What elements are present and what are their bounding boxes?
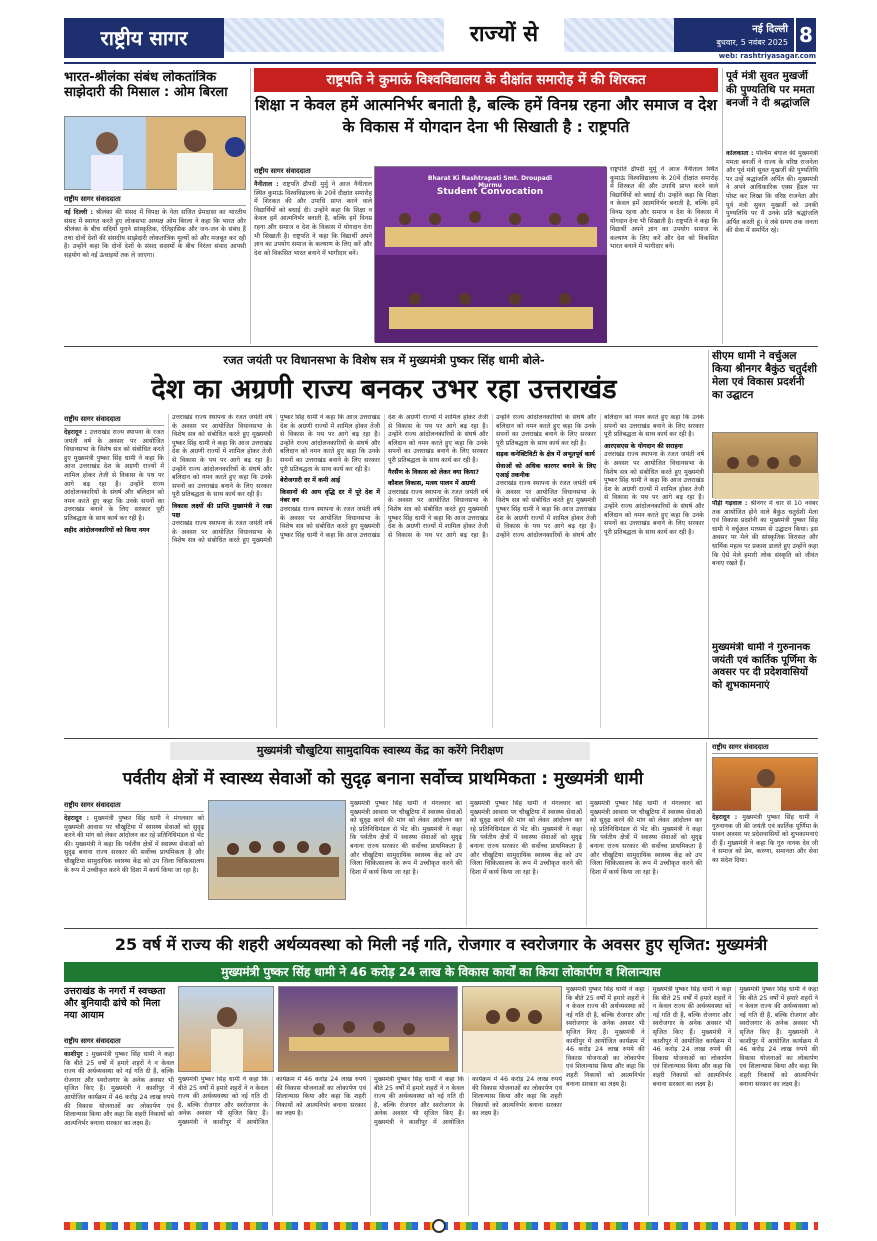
story5-photo (712, 432, 818, 498)
story8-body-2: मुख्यमंत्री पुष्कर सिंह धामी ने कहा कि बीते 25 वर्षों में हमारे शहरों ने न केवल राज्य की अर्थव्यवस्था को नई गति दी है, बल्कि रोजगार और स्वरोजगार के अनेक अवसर भी सृजित किए हैं। मुख्यमंत्री ने काशीपुर में आयोजित कार्यक्रम में 46 करोड़ 24 लाख रुपये की विकास योजनाओं का लोकार्पण एवं शिलान्यास किया और कहा कि शहरी निकायों को आत्मनिर्भर बनाना सरकार का लक्ष्य है। (178, 1076, 366, 1126)
story8-byline: राष्ट्रीय सागर संवाददाता (64, 1036, 174, 1048)
story2-photo-banner: Bharat Ki Rashtrapati Smt. Droupadi Murmu (427, 175, 553, 189)
story2-headline: शिक्षा न केवल हमें आत्मनिर्भर बनाती है, बल्कि हमें विनम्र रहना और समाज व देश के विकास में योगदान देना भी सिखाती है : राष्ट्रपति (255, 96, 717, 136)
story4-body-text: उत्तराखंड राज्य स्थापना के रजत जयंती वर्ष के अवसर पर आयोजित विधानसभा के विशेष सत्र को संबोधित करते हुए मुख्यमंत्री पुष्कर सिंह धामी ने कहा कि आज उत्तराखंड देश के अग्रणी राज्यों में शामिल होकर तेजी से विकास के पथ पर आगे बढ़ रहा है। उन्होंने राज्य आंदोलनकारियों के संघर्ष और बलिदान को नमन करते हुए कहा कि उनके सपनों का उत्तराखंड बनाने के लिए सरकार पूरी प्रतिबद्धता के साथ कार्य कर रही है। (64, 429, 164, 522)
story8-photo-3 (462, 986, 562, 1072)
story4-subhead-4: गैरसैंण के विकास को लेकर क्या किया? (388, 468, 479, 476)
story1-byline: राष्ट्रीय सागर संवाददाता (64, 194, 246, 206)
story7-dateline: देहरादून : (64, 815, 90, 822)
masthead-left (64, 18, 224, 58)
story5-dateline: पौड़ी गढ़वाल : (712, 500, 748, 507)
masthead-date: बुधवार, 5 नवंबर 2025 (716, 38, 788, 47)
story2-text (254, 166, 372, 344)
story8-banner: मुख्यमंत्री पुष्कर सिंह धामी ने 46 करोड़ 24 लाख के विकास कार्यों का किया लोकार्पण व शिलान्यास (64, 962, 818, 982)
story4-subhead-3: किसानों की आय वृद्धि दर में पूरे देश में नंबर वन (280, 488, 380, 505)
rule-story6 (706, 742, 707, 928)
story7-headline: पर्वतीय क्षेत्रों में स्वास्थ्य सेवाओं को सुदृढ़ बनाना सर्वोच्च प्राथमिकता : मुख्यमंत्री धामी (122, 769, 644, 789)
story7-body-2: मुख्यमंत्री पुष्कर सिंह धामी ने मंगलवार को मुख्यमंत्री आवास पर चौखुटिया में स्वास्थ्य सेवाओं को सुदृढ़ करने की मांग को लेकर आंदोलन कर रहे प्रतिनिधिमंडल से भेंट की। मुख्यमंत्री ने कहा कि पर्वतीय क्षेत्रों में स्वास्थ्य सेवाओं को सुदृढ़ बनाना राज्य सरकार की सर्वोच्च प्राथमिकता है और चौखुटिया सामुदायिक स्वास्थ्य केंद्र को उप जिला चिकित्सालय के रूप में उच्चीकृत करने की दिशा में कार्य किया जा रहा है। (350, 800, 462, 876)
story2-photo-sub: Student Convocation (436, 187, 544, 197)
story7-byline: राष्ट्रीय सागर संवाददाता (64, 800, 204, 812)
story1-headline: भारत-श्रीलंका संबंध लोकतांत्रिक साझेदारी की मिसाल : ओम बिरला (64, 70, 228, 100)
story8-photo-1 (178, 986, 274, 1072)
masthead-rule (64, 62, 816, 64)
story3-text (726, 150, 818, 344)
story6-dateline: देहरादून : (712, 814, 738, 821)
story4-body-3: उत्तराखंड राज्य स्थापना के रजत जयंती वर्ष के अवसर पर आयोजित विधानसभा के विशेष सत्र को संबोधित करते हुए मुख्यमंत्री पुष्कर सिंह धामी ने कहा कि आज उत्तराखंड देश के अग्रणी राज्यों में शामिल होकर तेजी से विकास के पथ पर आगे बढ़ रहा है। उन्होंने राज्य आंदोलनकारियों के संघर्ष और बलिदान को नमन करते हुए कहा कि उनके सपनों का उत्तराखंड बनाने के लिए सरकार पूरी प्रतिबद्धता के साथ कार्य कर रही है। (172, 414, 380, 545)
story5-headline: सीएम धामी ने वर्चुअल किया श्रीनगर बैकुंठ चतुर्दशी मेला एवं विकास प्रदर्शनी का उद्घाटन (712, 350, 817, 401)
story3-headline: पूर्व मंत्री सुवत मुखर्जी की पुण्यतिथि पर ममता बनर्जी ने दी श्रद्धांजलि (726, 70, 815, 109)
story1-body-text: श्रीलंका की संसद में विपक्ष के नेता सजित प्रेमदासा का भारतीय संसद में स्वागत करते हुए लोकसभा अध्यक्ष ओम बिरला ने कहा कि भारत और श्रीलंका के बीच सदियों पुराने सांस्कृतिक, ऐतिहासिक और जन-जन के संबंध हैं तथा दोनों देशों की संसदीय साझेदारी लोकतांत्रिक मूल्यों को और मजबूत कर रही है। उन्होंने कहा कि दोनों देशों के संसद सदस्यों के बीच निरंतर संवाद आपसी सहयोग को नई ऊंचाइयों तक ले जाएगा। (64, 209, 246, 259)
story8-side-headline: उत्तराखंड के नगरों में स्वच्छता और बुनियादी ढांचे को मिला नया आयाम (64, 986, 166, 1021)
story8-photo-3-group (463, 987, 563, 1073)
story4-kicker: रजत जयंती पर विधानसभा के विशेष सत्र में मुख्यमंत्री पुष्कर सिंह धामी बोले- (223, 353, 545, 367)
story4-subhead-2: बेरोजगारी दर में कमी आई (280, 477, 341, 485)
story2-dateline: नैनीताल : (254, 181, 279, 188)
section-divider-3 (64, 928, 818, 929)
story7-body-3: मुख्यमंत्री पुष्कर सिंह धामी ने मंगलवार को मुख्यमंत्री आवास पर चौखुटिया में स्वास्थ्य सेवाओं को सुदृढ़ करने की मांग को लेकर आंदोलन कर रहे प्रतिनिधिमंडल से भेंट की। मुख्यमंत्री ने कहा कि पर्वतीय क्षेत्रों में स्वास्थ्य सेवाओं को सुदृढ़ बनाना राज्य सरकार की सर्वोच्च प्राथमिकता है और चौखुटिया सामुदायिक स्वास्थ्य केंद्र को उप जिला चिकित्सालय के रूप में उच्चीकृत करने की दिशा में कार्य किया जा रहा है। (470, 800, 582, 876)
story4-subhead-5: कौशल विकास, मत्स्य पालन में अग्रणी (388, 480, 476, 488)
story7-text-right (350, 800, 702, 926)
story7-photo (208, 800, 346, 900)
section-title: राज्यों से (469, 22, 539, 47)
story3-dateline: कोलकाता : (726, 150, 754, 157)
story8-text-far (566, 986, 818, 1216)
story2-photo (374, 166, 606, 342)
footer-center-mark (432, 1219, 446, 1233)
section-divider-2 (64, 738, 818, 739)
story2-body-cont: राष्ट्रपति द्रौपदी मुर्मु ने आज नैनीताल स्थित कुमाऊं विश्वविद्यालय के 20वें दीक्षांत समारोह में शिरकत की और उपाधि प्राप्त करने वाले विद्यार्थियों को बधाई दी। उन्होंने कहा कि शिक्षा न केवल हमें आत्मनिर्भर बनाती है, बल्कि हमें विनम्र रहना और समाज व देश के विकास में योगदान देना भी सिखाती है। राष्ट्रपति ने कहा कि विद्यार्थी अपने ज्ञान का उपयोग समाज के कल्याण के लिए करें और देश को विकसित भारत बनाने में भागीदार बनें। (610, 166, 718, 251)
rule-col3 (722, 68, 723, 344)
masthead-name: राष्ट्रीय सागर (100, 26, 188, 50)
story6-headline: मुख्यमंत्री धामी ने गुरुनानक जयंती एवं कार्तिक पूर्णिमा के अवसर पर दी प्रदेशवासियों को शुभकामनाएं (712, 642, 817, 691)
story2-byline: राष्ट्रीय सागर संवाददाता (254, 166, 372, 178)
page-number: 8 (794, 18, 816, 52)
story6-photo (712, 757, 818, 811)
story6-byline: राष्ट्रीय सागर संवाददाता (712, 742, 818, 754)
story8-photo-1-cm (179, 987, 275, 1073)
story4-byline: राष्ट्रीय सागर संवाददाता (64, 414, 164, 426)
story3-body-text: पश्चिम बंगाल की मुख्यमंत्री ममता बनर्जी ने राज्य के वरिष्ठ राजनेता और पूर्व मंत्री सुवत मुखर्जी की पुण्यतिथि पर उन्हें श्रद्धांजलि अर्पित की। मुख्यमंत्री ने अपने आधिकारिक एक्स हैंडल पर पोस्ट कर लिखा कि वरिष्ठ राजनेता और पूर्व मंत्री सुवत मुखर्जी को उनकी पुण्यतिथि पर मैं उनके प्रति श्रद्धांजलि अर्पित करती हूं। वे लंबे समय तक जनता की सेवा में समर्पित रहे। (726, 150, 818, 235)
story6-body-text: मुख्यमंत्री पुष्कर सिंह धामी ने गुरुनानक जी की जयंती एवं कार्तिक पूर्णिमा के पावन अवसर पर प्रदेशवासियों को शुभकामनाएं दी हैं। मुख्यमंत्री ने कहा कि गुरु नानक देव जी ने समाज को प्रेम, करुणा, समानता और सेवा का संदेश दिया। (712, 814, 818, 864)
story2-kicker: राष्ट्रपति ने कुमाऊं विश्वविद्यालय के दीक्षांत समारोह में की शिरकत (254, 68, 718, 92)
story8-body-6: मुख्यमंत्री पुष्कर सिंह धामी ने कहा कि बीते 25 वर्षों में हमारे शहरों ने न केवल राज्य की अर्थव्यवस्था को नई गति दी है, बल्कि रोजगार और स्वरोजगार के अनेक अवसर भी सृजित किए हैं। मुख्यमंत्री ने काशीपुर में आयोजित कार्यक्रम में 46 करोड़ 24 लाख रुपये की विकास योजनाओं का लोकार्पण एवं शिलान्यास किया और कहा कि शहरी निकायों को आत्मनिर्भर बनाना सरकार का लक्ष्य है। (739, 986, 818, 1088)
story1-photo (64, 116, 246, 190)
story1-body (64, 209, 246, 261)
story8-dateline: काशीपुर : (64, 1051, 89, 1058)
story2-body-text: राष्ट्रपति द्रौपदी मुर्मु ने आज नैनीताल स्थित कुमाऊं विश्वविद्यालय के 20वें दीक्षांत समारोह में शिरकत की और उपाधि प्राप्त करने वाले विद्यार्थियों को बधाई दी। उन्होंने कहा कि शिक्षा न केवल हमें आत्मनिर्भर बनाती है, बल्कि हमें विनम्र रहना और समाज व देश के विकास में योगदान देना भी सिखाती है। राष्ट्रपति ने कहा कि विद्यार्थी अपने ज्ञान का उपयोग समाज के कल्याण के लिए करें और देश को विकसित भारत बनाने में भागीदार बनें। (254, 181, 372, 257)
story5-photo-crowd (713, 433, 819, 499)
story5-text (712, 500, 818, 640)
story4-body-5: उत्तराखंड राज्य स्थापना के रजत जयंती वर्ष के अवसर पर आयोजित विधानसभा के विशेष सत्र को संबोधित करते हुए मुख्यमंत्री पुष्कर सिंह धामी ने कहा कि आज उत्तराखंड देश के अग्रणी राज्यों में शामिल होकर तेजी से विकास के पथ पर आगे बढ़ रहा है। उन्होंने राज्य आंदोलनकारियों के संघर्ष और बलिदान को नमन करते हुए कहा कि उनके सपनों का उत्तराखंड बनाने के लिए सरकार पूरी प्रतिबद्धता के साथ कार्य कर रही है। (388, 414, 596, 539)
story7-body (64, 815, 204, 875)
story8-body-4: मुख्यमंत्री पुष्कर सिंह धामी ने कहा कि बीते 25 वर्षों में हमारे शहरों ने न केवल राज्य की अर्थव्यवस्था को नई गति दी है, बल्कि रोजगार और स्वरोजगार के अनेक अवसर भी सृजित किए हैं। मुख्यमंत्री ने काशीपुर में आयोजित कार्यक्रम में 46 करोड़ 24 लाख रुपये की विकास योजनाओं का लोकार्पण एवं शिलान्यास किया और कहा कि शहरी निकायों को आत्मनिर्भर बनाना सरकार का लक्ष्य है। (566, 986, 645, 1088)
story4-body-7: उत्तराखंड राज्य स्थापना के रजत जयंती वर्ष के अवसर पर आयोजित विधानसभा के विशेष सत्र को संबोधित करते हुए मुख्यमंत्री पुष्कर सिंह धामी ने कहा कि आज उत्तराखंड देश के अग्रणी राज्यों में शामिल होकर तेजी से विकास के पथ पर आगे बढ़ रहा है। उन्होंने राज्य आंदोलनकारियों के संघर्ष और बलिदान को नमन करते हुए कहा कि उनके सपनों का उत्तराखंड बनाने के लिए सरकार पूरी प्रतिबद्धता के साथ कार्य कर रही है। (604, 451, 704, 536)
story8-photo-2 (278, 986, 458, 1072)
story1-photo-figures (65, 117, 247, 191)
rule-col1 (250, 68, 251, 344)
story7-body-text: मुख्यमंत्री पुष्कर सिंह धामी ने मंगलवार को मुख्यमंत्री आवास पर चौखुटिया में स्वास्थ्य सेवाओं को सुदृढ़ करने की मांग को लेकर आंदोलन कर रहे प्रतिनिधिमंडल से भेंट की। मुख्यमंत्री ने कहा कि पर्वतीय क्षेत्रों में स्वास्थ्य सेवाओं को सुदृढ़ बनाना राज्य सरकार की सर्वोच्च प्राथमिकता है और चौखुटिया सामुदायिक स्वास्थ्य केंद्र को उप जिला चिकित्सालय के रूप में उच्चीकृत करने की दिशा में कार्य किया जा रहा है। (64, 815, 204, 874)
rule-right-mid (708, 350, 709, 738)
story6-photo-cm (713, 758, 818, 812)
story4-headline: देश का अग्रणी राज्य बनकर उभर रहा उत्तराखंड (151, 374, 617, 405)
story4-subhead-6: सड़क कनेक्टिविटी के क्षेत्र में अभूतपूर्व कार्य (496, 451, 595, 459)
story4-body-6: उत्तराखंड राज्य स्थापना के रजत जयंती वर्ष के अवसर पर आयोजित विधानसभा के विशेष सत्र को संबोधित करते हुए मुख्यमंत्री पुष्कर सिंह धामी ने कहा कि आज उत्तराखंड देश के अग्रणी राज्यों में शामिल होकर तेजी से विकास के पथ पर आगे बढ़ रहा है। उन्होंने राज्य आंदोलनकारियों के संघर्ष और बलिदान को नमन करते हुए कहा कि उनके सपनों का उत्तराखंड बनाने के लिए सरकार पूरी प्रतिबद्धता के साथ कार्य कर रही है। (496, 414, 704, 539)
story7-kicker: मुख्यमंत्री चौखुटिया सामुदायिक स्वास्थ्य केंद्र का करेंगे निरीक्षण (170, 742, 590, 760)
story4-subhead-8: आरएसएस के योगदान की सराहना (604, 442, 683, 450)
masthead-dateline (674, 18, 794, 52)
story4-body-2: उत्तराखंड राज्य स्थापना के रजत जयंती वर्ष के अवसर पर आयोजित विधानसभा के विशेष सत्र को संबोधित करते हुए मुख्यमंत्री पुष्कर सिंह धामी ने कहा कि आज उत्तराखंड देश के अग्रणी राज्यों में शामिल होकर तेजी से विकास के पथ पर आगे बढ़ रहा है। उन्होंने राज्य आंदोलनकारियों के संघर्ष और बलिदान को नमन करते हुए कहा कि उनके सपनों का उत्तराखंड बनाने के लिए सरकार पूरी प्रतिबद्धता के साथ कार्य कर रही है। (172, 414, 272, 499)
story2-body (254, 181, 372, 258)
story8-body (64, 1051, 174, 1128)
story5-body-text: श्रीनगर में चार से 10 नवंबर तक आयोजित होने वाले बैकुंठ चतुर्दशी मेला एवं विकास प्रदर्शनी का मुख्यमंत्री पुष्कर सिंह धामी ने वर्चुअल माध्यम से उद्घाटन किया। इस अवसर पर मेले की सांस्कृतिक विरासत और धार्मिक महत्व पर प्रकाश डालते हुए उन्होंने कहा कि ऐसे मेले हमारी लोक संस्कृति को जीवंत बनाए रखते हैं। (712, 500, 818, 568)
masthead-pattern (224, 18, 444, 52)
story8-body-5: मुख्यमंत्री पुष्कर सिंह धामी ने कहा कि बीते 25 वर्षों में हमारे शहरों ने न केवल राज्य की अर्थव्यवस्था को नई गति दी है, बल्कि रोजगार और स्वरोजगार के अनेक अवसर भी सृजित किए हैं। मुख्यमंत्री ने काशीपुर में आयोजित कार्यक्रम में 46 करोड़ 24 लाख रुपये की विकास योजनाओं का लोकार्पण एवं शिलान्यास किया और कहा कि शहरी निकायों को आत्मनिर्भर बनाना सरकार का लक्ष्य है। (652, 986, 732, 1088)
story8-headline: 25 वर्ष में राज्य की शहरी अर्थव्यवस्था को मिली नई गति, रोजगार व स्वरोजगार के अवसर हुए सृजित: मुख्यमंत्री (114, 935, 768, 954)
section-divider-1 (64, 346, 818, 347)
story8-body-text: मुख्यमंत्री पुष्कर सिंह धामी ने कहा कि बीते 25 वर्षों में हमारे शहरों ने न केवल राज्य की अर्थव्यवस्था को नई गति दी है, बल्कि रोजगार और स्वरोजगार के अनेक अवसर भी सृजित किए हैं। मुख्यमंत्री ने काशीपुर में आयोजित कार्यक्रम में 46 करोड़ 24 लाख रुपये की विकास योजनाओं का लोकार्पण एवं शिलान्यास किया और कहा कि शहरी निकायों को आत्मनिर्भर बनाना सरकार का लक्ष्य है। (64, 1051, 174, 1127)
story4-subhead-1: विकास लक्ष्यों की प्राप्ति मुख्यमंत्री ने रखा पक्ष (172, 502, 272, 519)
story1-text (64, 194, 246, 344)
masthead-city: नई दिल्ली (752, 24, 788, 35)
web-address: web: rashtriyasagar.com (718, 52, 816, 60)
story6-body (712, 814, 818, 866)
story4-body (64, 429, 164, 524)
story8-body-3: मुख्यमंत्री पुष्कर सिंह धामी ने कहा कि बीते 25 वर्षों में हमारे शहरों ने न केवल राज्य की अर्थव्यवस्था को नई गति दी है, बल्कि रोजगार और स्वरोजगार के अनेक अवसर भी सृजित किए हैं। मुख्यमंत्री ने काशीपुर में आयोजित कार्यक्रम में 46 करोड़ 24 लाख रुपये की विकास योजनाओं का लोकार्पण एवं शिलान्यास किया और कहा कि शहरी निकायों को आत्मनिर्भर बनाना सरकार का लक्ष्य है। (374, 1076, 562, 1126)
story7-body-4: मुख्यमंत्री पुष्कर सिंह धामी ने मंगलवार को मुख्यमंत्री आवास पर चौखुटिया में स्वास्थ्य सेवाओं को सुदृढ़ करने की मांग को लेकर आंदोलन कर रहे प्रतिनिधिमंडल से भेंट की। मुख्यमंत्री ने कहा कि पर्वतीय क्षेत्रों में स्वास्थ्य सेवाओं को सुदृढ़ बनाना राज्य सरकार की सर्वोच्च प्राथमिकता है और चौखुटिया सामुदायिक स्वास्थ्य केंद्र को उप जिला चिकित्सालय के रूप में उच्चीकृत करने की दिशा में कार्य किया जा रहा है। (590, 800, 702, 876)
story4-dateline: देहरादून : (64, 429, 87, 436)
story8-text (64, 1036, 174, 1216)
story2-text-right (610, 166, 718, 344)
story8-text-right (178, 1076, 562, 1216)
story4-body-4: उत्तराखंड राज्य स्थापना के रजत जयंती वर्ष के अवसर पर आयोजित विधानसभा के विशेष सत्र को संबोधित करते हुए मुख्यमंत्री पुष्कर सिंह धामी ने कहा कि आज उत्तराखंड देश के अग्रणी राज्यों में शामिल होकर तेजी से विकास के पथ पर आगे बढ़ रहा है। उन्होंने राज्य आंदोलनकारियों के संघर्ष और बलिदान को नमन करते हुए कहा कि उनके सपनों का उत्तराखंड बनाने के लिए सरकार पूरी प्रतिबद्धता के साथ कार्य कर रही है। (280, 414, 488, 539)
story4-text (64, 414, 704, 728)
story4-subhead-0: शहीद आंदोलनकारियों को किया नमन (64, 526, 150, 534)
story6-text (712, 742, 818, 928)
story7-text (64, 800, 204, 926)
story5-body (712, 500, 818, 569)
story8-photo-2-stage (279, 987, 459, 1073)
story1-dateline: नई दिल्ली : (64, 209, 93, 216)
story3-body (726, 150, 818, 236)
story4-subhead-7: सेवाओं को अधिक कारगर बनाने के लिए एआई तकनीक (496, 462, 596, 479)
masthead-pattern-right (564, 18, 674, 52)
story7-photo-meeting (209, 801, 347, 901)
